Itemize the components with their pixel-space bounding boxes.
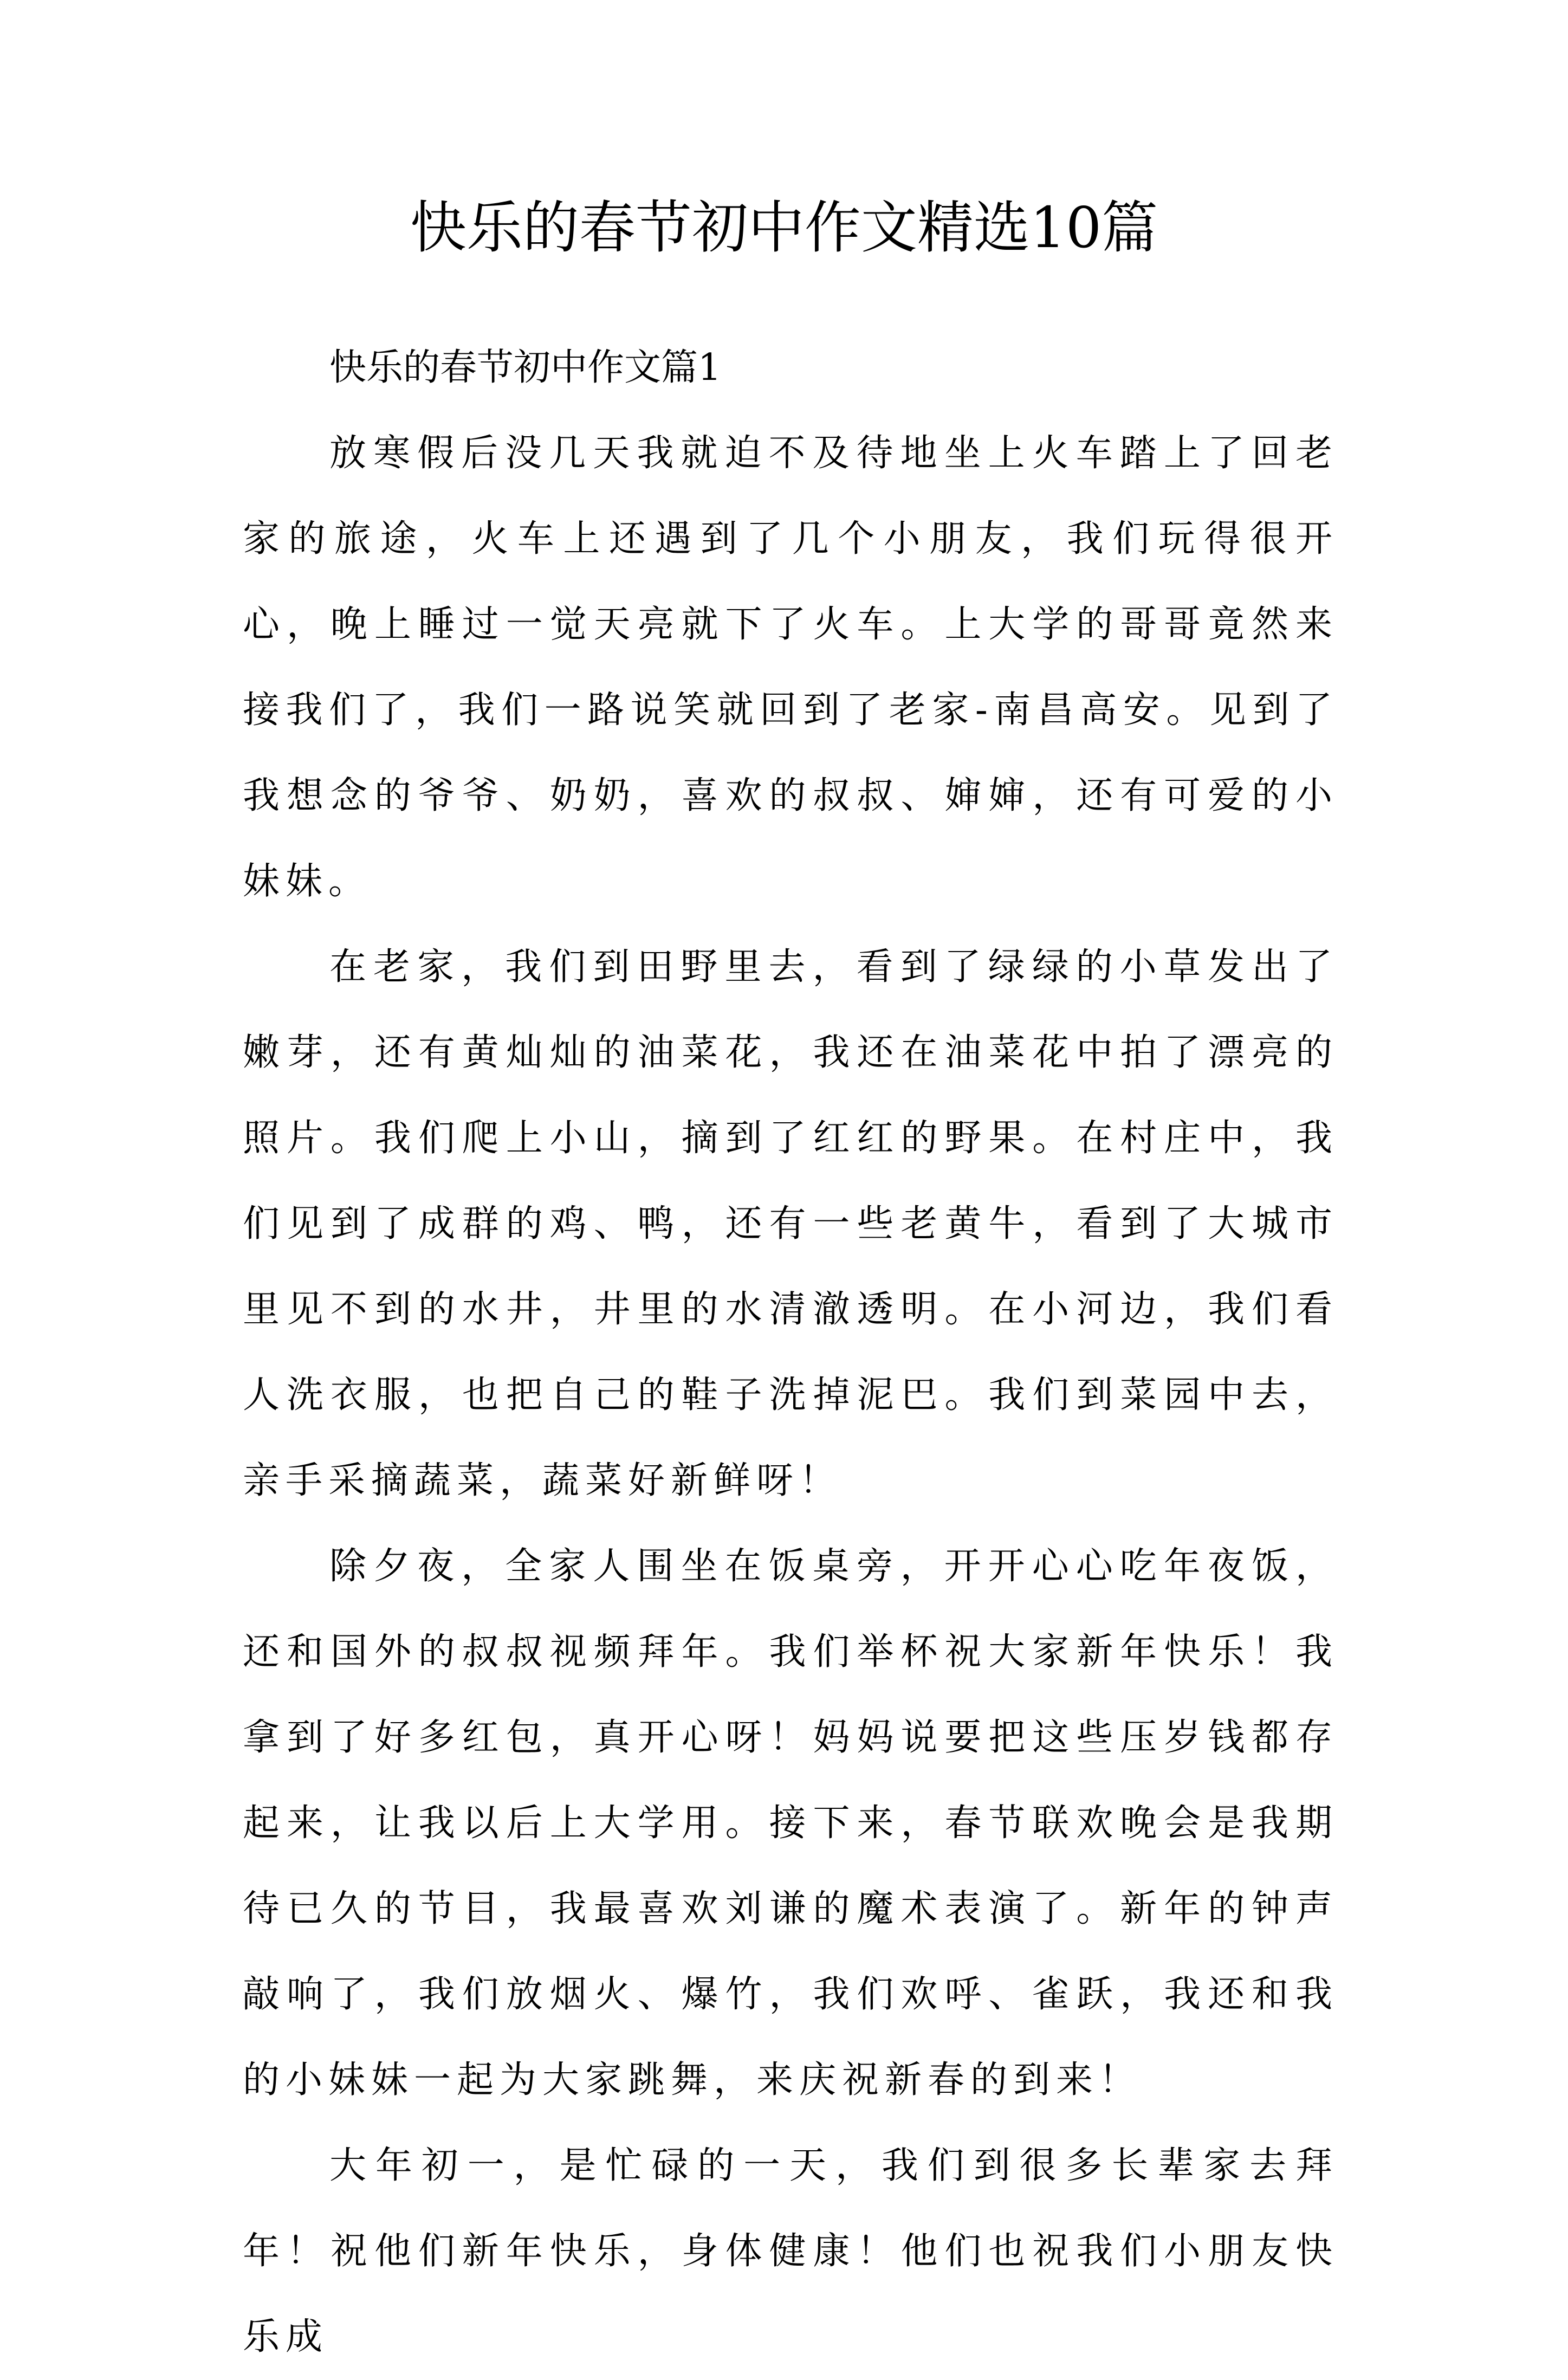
document-title: 快乐的春节初中作文精选10篇 (410, 195, 1158, 261)
paragraph-1: 放寒假后没几天我就迫不及待地坐上火车踏上了回老家的旅途，火车上还遇到了几个小朋友，我们玩得很开心，晚上睡过一觉天亮就下了火车。上大学的哥哥竟然来接我们了，我们一路说笑就回到了老家-南昌高安。见到了我想念的爷爷、奶奶，喜欢的叔叔、婶婶，还有可爱的小妹妹。 (243, 432, 1338, 903)
paragraph-2: 在老家，我们到田野里去，看到了绿绿的小草发出了嫩芽，还有黄灿灿的油菜花，我还在油菜花中拍了漂亮的照片。我们爬上小山，摘到了红红的野果。在村庄中，我们见到了成群的鸡、鸭，还有一些老黄牛，看到了大城市里见不到的水井，井里的水清澈透明。在小河边，我们看人洗衣服，也把自己的鞋子洗掉泥巴。我们到菜园中去，亲手采摘蔬菜，蔬菜好新鲜呀！ (243, 946, 1338, 1502)
paragraph-3: 除夕夜，全家人围坐在饭桌旁，开开心心吃年夜饭，还和国外的叔叔视频拜年。我们举杯祝大家新年快乐！我拿到了好多红包，真开心呀！妈妈说要把这些压岁钱都存起来，让我以后上大学用。接下来，春节联欢晚会是我期待已久的节目，我最喜欢刘谦的魔术表演了。新年的钟声敲响了，我们放烟火、爆竹，我们欢呼、雀跃，我还和我的小妹妹一起为大家跳舞，来庆祝新春的到来！ (243, 1545, 1338, 2101)
section-heading: 快乐的春节初中作文篇1 (329, 346, 722, 389)
document-body (243, 325, 1338, 2380)
paragraph-4: 大年初一，是忙碌的一天，我们到很多长辈家去拜年！祝他们新年快乐，身体健康！他们也祝我们小朋友快乐成 (243, 2144, 1338, 2358)
